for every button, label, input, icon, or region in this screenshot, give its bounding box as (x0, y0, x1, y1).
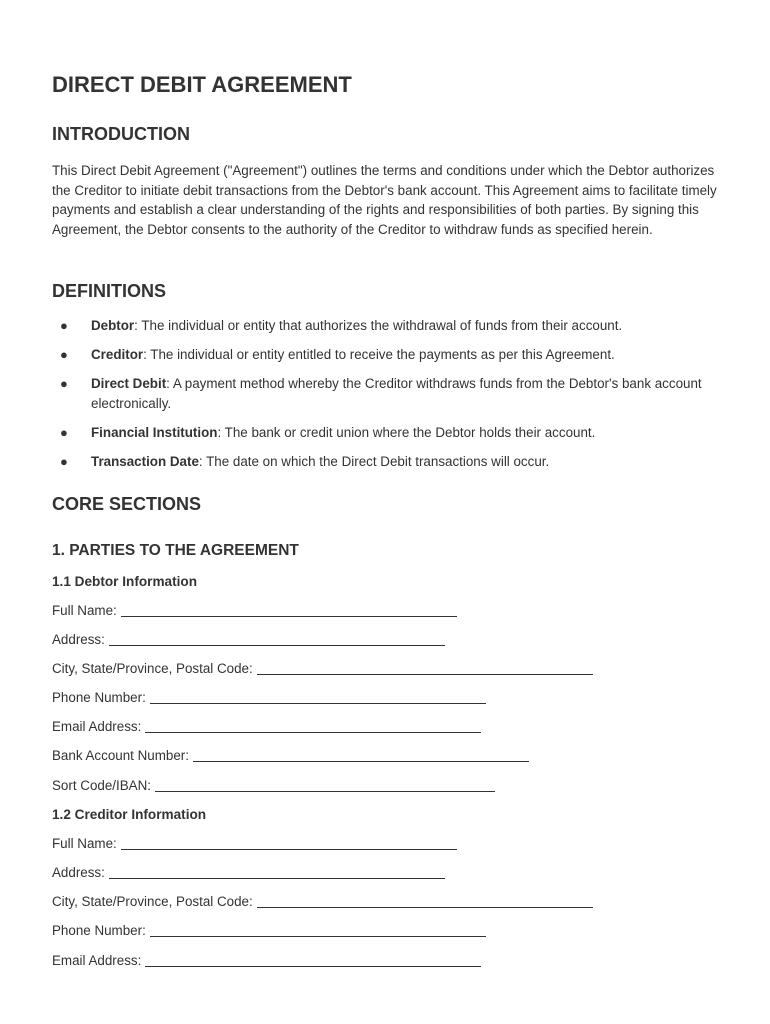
bullet-icon: ● (60, 318, 68, 333)
parties-heading: 1. PARTIES TO THE AGREEMENT (52, 542, 299, 559)
debtor-sort-code-field[interactable] (52, 778, 495, 793)
bullet-icon: ● (60, 425, 68, 440)
debtor-info-heading: 1.1 Debtor Information (52, 574, 198, 589)
definition-description: : The individual or entity that authorizes the withdrawal of funds from their account. (134, 318, 623, 333)
definition-term: Financial Institution (91, 425, 218, 440)
definition-text (91, 316, 711, 336)
definition-text (91, 423, 711, 443)
definition-term: Direct Debit (91, 376, 167, 391)
fill-line[interactable] (145, 731, 481, 733)
definition-description: : The bank or credit union where the Debtor holds their account. (217, 425, 596, 440)
field-label: City, State/Province, Postal Code: (52, 661, 253, 676)
creditor-phone-field[interactable] (52, 923, 486, 938)
fill-line[interactable] (257, 906, 593, 908)
field-label: Full Name: (52, 836, 117, 851)
definition-description: : The date on which the Direct Debit transactions will occur. (198, 454, 550, 469)
fill-line[interactable] (121, 615, 457, 617)
bullet-icon: ● (60, 454, 68, 469)
debtor-full-name-field[interactable] (52, 603, 457, 618)
fill-line[interactable] (193, 760, 529, 762)
introduction-paragraph: This Direct Debit Agreement ("Agreement") outlines the terms and conditions under which the Debtor authorizes the Creditor to initiate debit transactions from the Debtor's bank account. This Agreement aims to facilitate timely payments and establish a clear understanding of the rights and responsibilities of both parties. By signing this Agreement, the Debtor consents to the authority of the Creditor to withdraw funds as specified herein. (52, 163, 717, 237)
definition-description: : A payment method whereby the Creditor withdraws funds from the Debtor's bank account electronically. (91, 376, 702, 411)
field-label: Sort Code/IBAN: (52, 778, 151, 793)
introduction-heading: INTRODUCTION (52, 124, 190, 144)
fill-line[interactable] (121, 848, 457, 850)
creditor-city-field[interactable] (52, 894, 593, 909)
definition-text (91, 374, 711, 413)
field-label: Email Address: (52, 953, 142, 968)
definition-term: Transaction Date (91, 454, 199, 469)
fill-line[interactable] (257, 673, 593, 675)
fill-line[interactable] (109, 877, 445, 879)
fill-line[interactable] (145, 965, 481, 967)
creditor-info-heading: 1.2 Creditor Information (52, 807, 207, 822)
definition-term: Debtor (91, 318, 135, 333)
creditor-address-field[interactable] (52, 865, 445, 880)
bullet-icon: ● (60, 347, 68, 362)
fill-line[interactable] (109, 644, 445, 646)
field-label: Email Address: (52, 719, 142, 734)
definition-description: : The individual or entity entitled to receive the payments as per this Agreement. (143, 347, 615, 362)
definition-text (91, 345, 711, 365)
debtor-bank-account-field[interactable] (52, 748, 529, 763)
fill-line[interactable] (150, 935, 486, 937)
creditor-email-field[interactable] (52, 953, 481, 968)
field-label: Full Name: (52, 603, 117, 618)
field-label: Address: (52, 865, 105, 880)
definition-term: Creditor (91, 347, 144, 362)
field-label: Bank Account Number: (52, 748, 189, 763)
definition-text (91, 452, 711, 472)
field-label: City, State/Province, Postal Code: (52, 894, 253, 909)
fill-line[interactable] (155, 790, 495, 792)
field-label: Phone Number: (52, 690, 146, 705)
document-title: DIRECT DEBIT AGREEMENT (52, 72, 352, 97)
field-label: Phone Number: (52, 923, 146, 938)
fill-line[interactable] (150, 702, 486, 704)
bullet-icon: ● (60, 376, 68, 391)
core-sections-heading: CORE SECTIONS (52, 494, 202, 514)
definitions-heading: DEFINITIONS (52, 281, 167, 301)
debtor-phone-field[interactable] (52, 690, 486, 705)
creditor-full-name-field[interactable] (52, 836, 457, 851)
debtor-email-field[interactable] (52, 719, 481, 734)
debtor-address-field[interactable] (52, 632, 445, 647)
field-label: Address: (52, 632, 105, 647)
debtor-city-field[interactable] (52, 661, 593, 676)
